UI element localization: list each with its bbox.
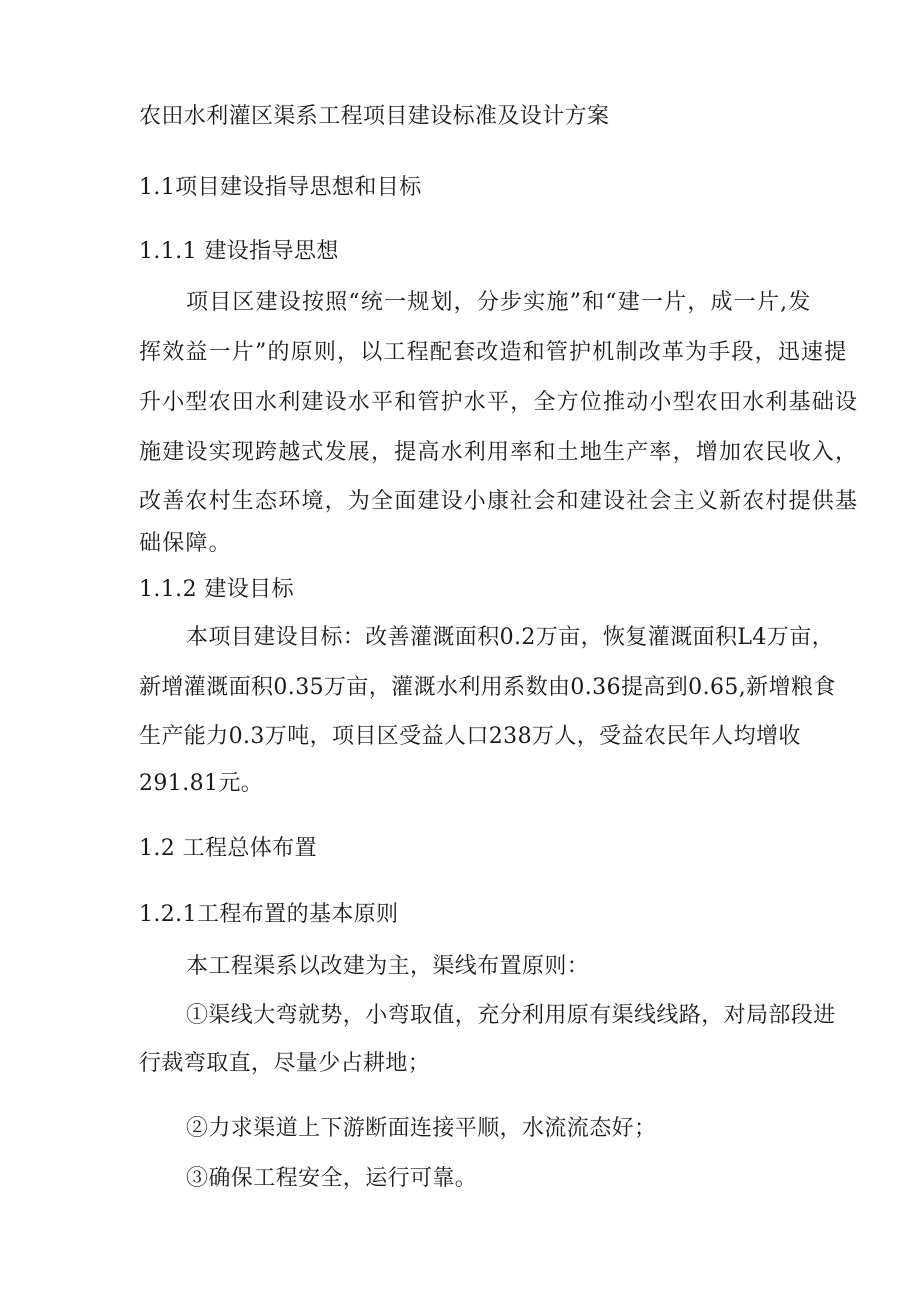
paragraph-line: 新增灌溉面积0.35万亩，灌溉水利用系数由0.36提高到0.65,新增粮食: [139, 675, 836, 700]
list-item: ③确保工程安全，运行可靠。: [186, 1166, 478, 1191]
heading-1-2: 1.2 工程总体布置: [139, 836, 317, 861]
paragraph-line: 施建设实现跨越式发展，提高水利用率和土地生产率，增加农民收入，: [139, 440, 859, 465]
paragraph-line: 挥效益一片”的原则，以工程配套改造和管护机制改革为手段，迅速提: [139, 340, 848, 365]
paragraph-line: 升小型农田水利建设水平和管护水平，全方位推动小型农田水利基础设: [139, 390, 859, 415]
heading-1-2-1: 1.2.1工程布置的基本原则: [139, 902, 399, 927]
document-title: 农田水利灌区渠系工程项目建设标准及设计方案: [139, 104, 610, 129]
paragraph-line: 项目区建设按照“统一规划，分步实施”和“建一片，成一片,发: [186, 290, 812, 315]
heading-1-1-2: 1.1.2 建设目标: [139, 577, 294, 602]
paragraph-line: 改善农村生态环境，为全面建设小康社会和建设社会主义新农村提供基: [139, 489, 859, 514]
paragraph-line: 本项目建设目标：改善灌溉面积0.2万亩，恢复灌溉面积L4万亩，: [186, 625, 834, 650]
heading-1-1-1: 1.1.1 建设指导思想: [139, 239, 339, 264]
list-item: ②力求渠道上下游断面连接平顺，水流流态好；: [186, 1116, 657, 1141]
paragraph-line: 生产能力0.3万吨，项目区受益人口238万人，受益农民年人均增收: [139, 724, 801, 749]
list-item: ①渠线大弯就势，小弯取值，充分利用原有渠线线路，对局部段进: [186, 1003, 836, 1028]
list-item-continuation: 行裁弯取直，尽量少占耕地；: [139, 1051, 431, 1076]
paragraph-line: 291.81元。: [139, 771, 264, 796]
paragraph-line: 本工程渠系以改建为主，渠线布置原则：: [186, 954, 590, 979]
heading-1-1: 1.1项目建设指导思想和目标: [139, 175, 422, 200]
paragraph-line: 础保障。: [139, 531, 232, 556]
